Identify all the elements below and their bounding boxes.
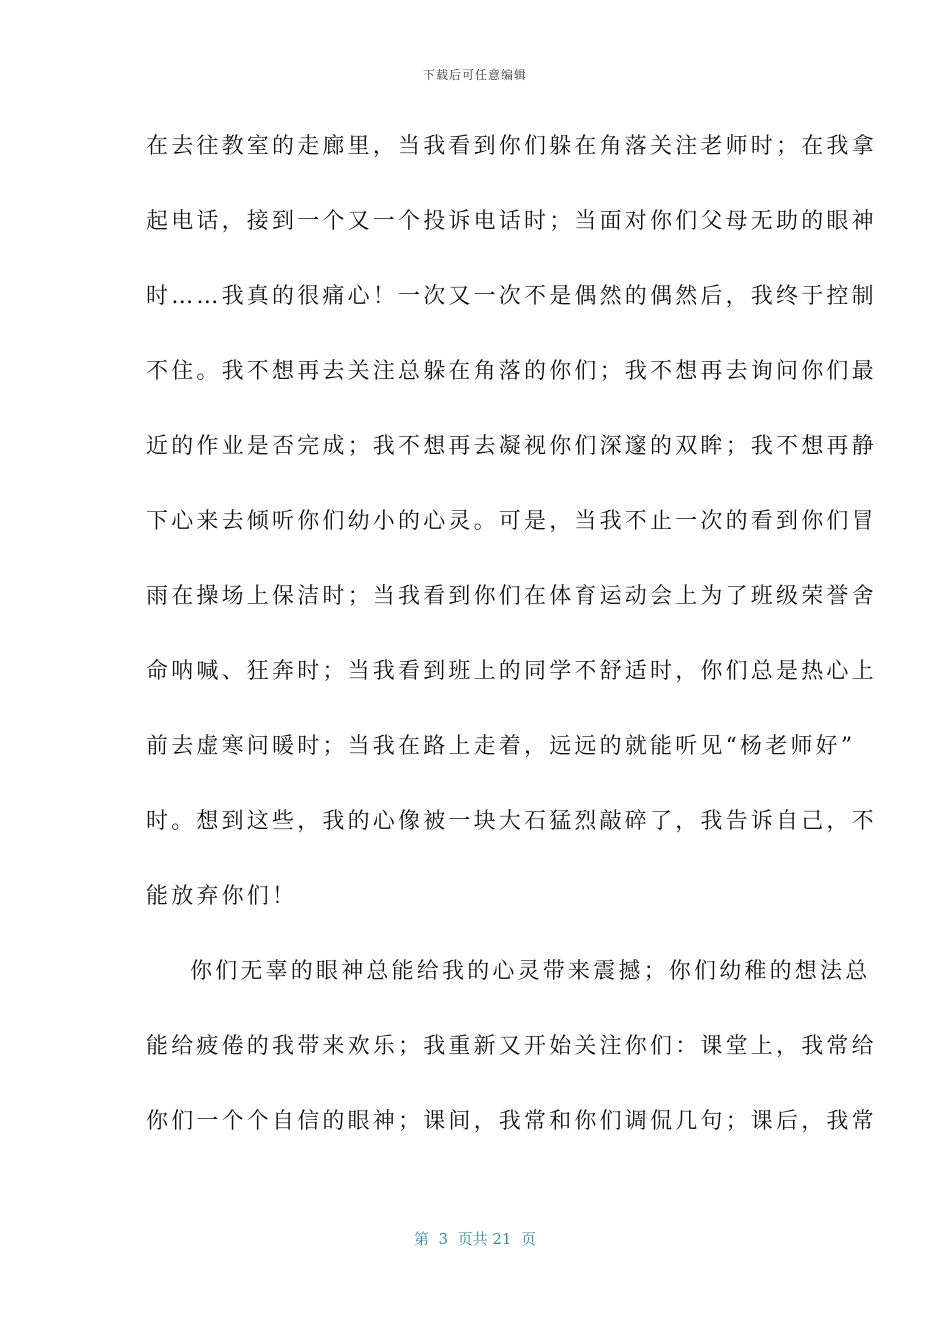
text-line: 下心来去倾听你们幼小的心灵。可是，当我不止一次的看到你们冒 [146,509,877,534]
text-line: 近的作业是否完成；我不想再去凝视你们深邃的双眸；我不想再静 [146,434,877,459]
text-line: 不住。我不想再去关注总躲在角落的你们；我不想再去询问你们最 [146,359,877,384]
text-line: 起电话，接到一个又一个投诉电话时；当面对你们父母无助的眼神 [146,209,877,234]
text-line: 你们一个个自信的眼神；课间，我常和你们调侃几句；课后，我常 [146,1109,877,1134]
text-line: 在去往教室的走廊里，当我看到你们躲在角落关注老师时；在我拿 [146,134,877,159]
page-footer: 第 3 页共 21 页 [413,1230,536,1248]
text-line: 能放弃你们！ [146,884,298,909]
text-line: 前去虚寒问暖时；当我在路上走着，远远的就能听见“杨老师好” [146,734,856,759]
text-line: 命呐喊、狂奔时；当我看到班上的同学不舒适时，你们总是热心上 [146,659,877,684]
text-line-paragraph-start: 你们无辜的眼神总能给我的心灵带来震撼；你们幼稚的想法总 [190,959,871,984]
page-header: 下载后可任意编辑 [422,68,527,82]
text-line: 时……我真的很痛心！一次又一次不是偶然的偶然后，我终于控制 [146,284,877,309]
document-body [146,126,877,1176]
text-line: 雨在操场上保洁时；当我看到你们在体育运动会上为了班级荣誉舍 [146,584,877,609]
text-line: 能给疲倦的我带来欢乐；我重新又开始关注你们：课堂上，我常给 [146,1034,877,1059]
text-line: 时。想到这些，我的心像被一块大石猛烈敲碎了，我告诉自己，不 [146,809,877,834]
